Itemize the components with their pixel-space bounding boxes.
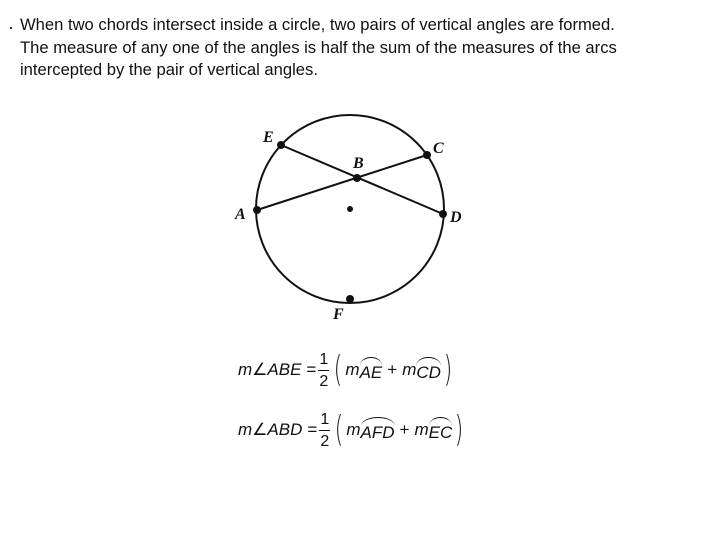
- measure-symbol: m: [345, 360, 360, 379]
- point-D: [439, 210, 447, 218]
- intro-line-2: The measure of any one of the angles is half the sum of the measures of the arcs: [20, 37, 617, 57]
- equation-lhs: m∠ABE: [238, 360, 302, 379]
- measure-symbol: m: [414, 420, 429, 439]
- fraction-denominator: 2: [319, 372, 329, 390]
- center-point: [347, 206, 353, 212]
- close-paren: ): [455, 409, 464, 450]
- arc-name: AE: [360, 357, 383, 383]
- equation-angle-abd: [238, 407, 466, 453]
- fraction-numerator: 1: [320, 410, 330, 428]
- chord-AC: [257, 155, 427, 210]
- point-B: [353, 174, 361, 182]
- label-C: C: [433, 140, 444, 157]
- fraction-denominator: 2: [320, 432, 330, 450]
- plus-sign: +: [399, 420, 410, 439]
- measure-symbol: m: [346, 420, 361, 439]
- label-D: D: [450, 209, 462, 226]
- label-F: F: [333, 306, 344, 323]
- label-E: E: [263, 129, 274, 146]
- plus-sign: +: [387, 360, 398, 379]
- label-B: B: [353, 155, 364, 172]
- arc-name: EC: [429, 417, 453, 443]
- label-A: A: [235, 206, 246, 223]
- open-paren: (: [334, 349, 343, 390]
- close-paren: ): [443, 349, 453, 390]
- point-A: [253, 206, 261, 214]
- open-paren: (: [335, 409, 344, 450]
- fraction-numerator: 1: [319, 350, 329, 368]
- fraction-one-half: [318, 351, 329, 390]
- arc-name: CD: [416, 357, 441, 383]
- equals-sign: =: [306, 360, 317, 379]
- equation-angle-abe: [238, 347, 455, 393]
- intro-line-1: When two chords intersect inside a circle, two pairs of vertical angles are formed.: [20, 15, 615, 34]
- intro-line-3: intercepted by the pair of vertical angles.: [20, 60, 318, 79]
- arc-name: AFD: [361, 417, 395, 443]
- point-C: [423, 151, 431, 159]
- measure-symbol: m: [402, 360, 417, 379]
- point-F: [346, 295, 354, 303]
- equation-lhs: m∠ABD: [238, 420, 303, 439]
- point-E: [277, 141, 285, 149]
- equals-sign: =: [307, 420, 318, 439]
- fraction-one-half: [319, 411, 330, 450]
